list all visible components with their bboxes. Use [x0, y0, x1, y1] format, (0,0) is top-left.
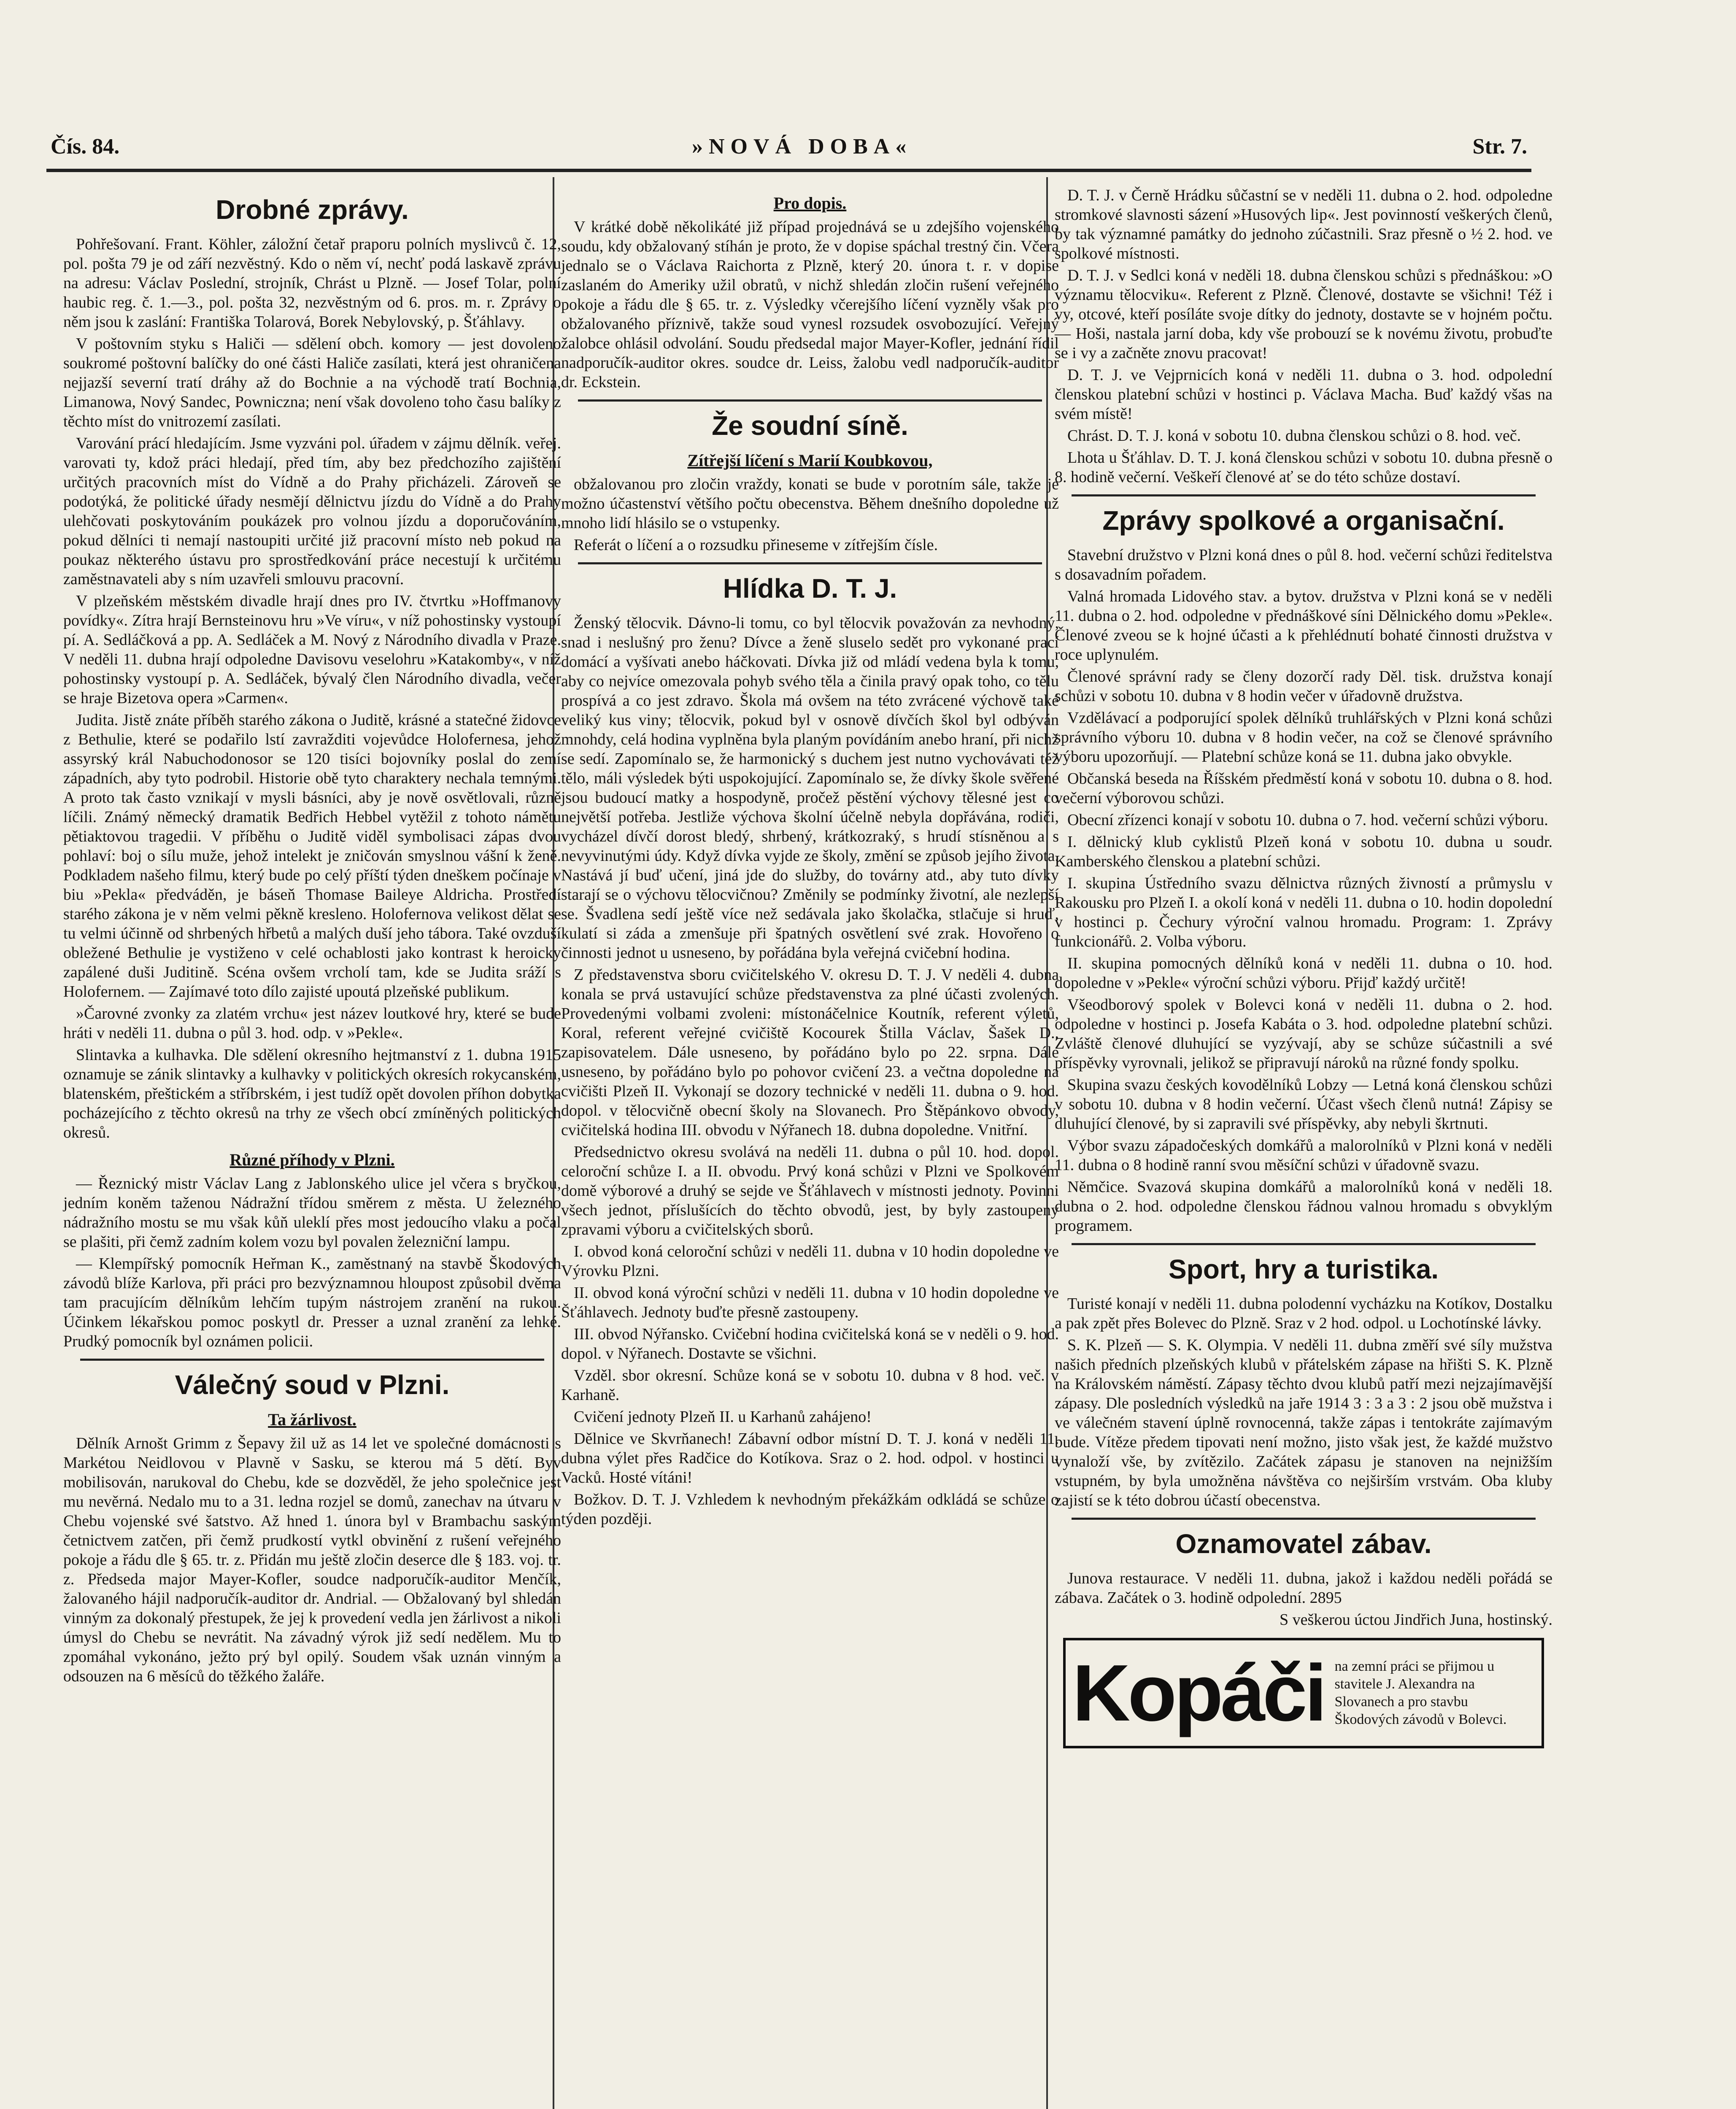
article-paragraph: Obecní zřízenci konají v sobotu 10. dubna o 7. hod. večerní schůzi výboru.	[1067, 811, 1548, 829]
article-paragraph: I. dělnický klub cyklistů Plzeň koná v sobotu 10. dubna u soudr. Kamberského členskou a platební schůzi.	[1055, 833, 1552, 870]
page-number: Str. 7.	[1472, 135, 1527, 159]
article-paragraph: Z představenstva sboru cvičitelského V. okresu D. T. J. V neděli 4. dubna konala se prvá ustavující schůze představenstva za plné účasti zvolených. Provedenými volbami zvoleni: místonáčelnice Koutník, referent výletů, Koral, referent veřejné cvičiště Kocourek Štilla Václav, Šašek D., zapisovatelem. Dále usneseno, by pořádáno bylo po 22. srpna. Dále usneseno, by pořádáno bylo po pohovor cvičení 23. a večtna dopoledne na cvičišti Plzeň II. Vykonají se dozory technické v neděli 11. dubna o 9. hod. dopol. v tělocvičně obecní školy na Slovanech. Pro Štěpánkovo obvody, cvičitelská hodina III. obvodu v Nýřanech 18. dubna dopoledne. Vnitřní.	[561, 966, 1059, 1139]
article-paragraph: Valná hromada Lidového stav. a bytov. družstva v Plzni koná se v neděli 11. dubna o 2. hod. odpoledne v přednáškové síni Dělnického domu »Pekle«. Členové zveou se k hojné účasti a k přehlédnutí bohaté činnosti družstva v roce uplynulém.	[1055, 588, 1552, 663]
section-rule	[80, 1359, 544, 1361]
article-paragraph: Varování prácí hledajícím. Jsme vyzváni pol. úřadem v zájmu dělník. veřej. varovati ty, kdož práci hledají, před tím, aby bez předchozího zajištění určitých pracovních míst do Vídně a do Prahy přicházeli. Zároveň se podotýká, že politické úřady nesmějí dělnictvu jízdu do Vídně a do Prahy ulehčovati poskytováním poukázek pro volnou jízdu a doporučováním, pokud dělníci ti nemají nastoupiti určité již pracovní místo neb pokud na poukaz některého ústavu pro sprostředkování práce necestují k určitému zaměstnavateli aby s ním uzavřeli smlouvu pracovní.	[63, 434, 561, 588]
article-paragraph: »Čarovné zvonky za zlatém vrchu« jest název loutkové hry, které se bude hráti v neděli 11. dubna o půl 3. hod. odp. v »Pekle«.	[63, 1005, 561, 1042]
article-paragraph: D. T. J. v Černě Hrádku sůčastní se v neděli 11. dubna o 2. hod. odpoledne stromkové slavnosti sázení »Husových lip«. Jest povinností veškerých členů, by tak významné památky do jednoho zúčastnili. Sraz přesně o ½ 2. hod. ve spolkové místnosti.	[1055, 186, 1552, 262]
article-paragraph: Pohřešovaní. Frant. Köhler, záložní četař praporu polních myslivců č. 12, pol. pošta 79 je od září nezvěstný. Kdo o něm ví, nechť podá laskavě zprávu na adresu: Václav Poslední, strojník, Chrást u Plzně. — Josef Tolar, polní haubic reg. č. 1.—3., pol. pošta 32, nezvěstným od 6. pros. m. r. Zprávy o něm jsou k zaslání: Františka Tolarová, Borek Nebylovský, p. Šťáhlavy.	[63, 235, 561, 331]
article-paragraph: Všeodborový spolek v Bolevci koná v neděli 11. dubna o 2. hod. odpoledne v hostinci p. Josefa Kabáta o 3. hod. odpoledne platební schůzi. Zvláště členové dluhující se vyzývají, aby se schůze súčastnili a své příspěvky vyrovnali, jelikož se připravují nároků na různé fondy spolku.	[1055, 996, 1552, 1072]
article-paragraph: Vzdělávací a podporující spolek dělníků truhlářských v Plzni koná schůzi správního výboru 10. dubna v 8 hodin večer, na což se členové správního výboru upozorňují. — Platební schůze koná se 11. dubna jako obvykle.	[1055, 709, 1552, 766]
section-heading: Zprávy spolkové a organisační.	[1102, 505, 1505, 536]
article-paragraph: III. obvod Nýřansko. Cvičební hodina cvičitelská koná se v neděli o 9. hod. dopol. v Nýřanech. Dostavte se všichni.	[561, 1325, 1059, 1362]
section-rule	[1072, 1518, 1536, 1520]
section-heading: Válečný soud v Plzni.	[175, 1370, 450, 1400]
ad-text: na zemní práci se přijmou u stavitele J. Alexandra na Slovanech a pro stavbu Škodových závodů v Bolevci.	[1334, 1659, 1507, 1727]
article-paragraph: Lhota u Šťáhlav. D. T. J. koná členskou schůzi v sobotu 10. dubna přesně o 8. hodině večerní. Veškeří členové ať se do této schůze dostaví.	[1055, 449, 1552, 486]
column-2	[561, 186, 1059, 1531]
article-paragraph: Ženský tělocvik. Dávno-li tomu, co byl tělocvik považován za nevhodný, snad i neslušný pro ženu? Dívce a ženě sluselo sedět pro vykonané prací domácí a vyšívati anebo háčkovati. Dívka již od mládí vedena byla k tomu, aby co nejvíce omezovala pohyb svého těla a činila pravý opak toho, co tělu prospívá a co jest zdravo. Škola má ovšem na této zvrácené výchově také veliký kus viny; tělocvik, pokud byl v osnově dívčích škol byl odbýván mnohdy, celá hodina vyplněna byla planým povídáním anebo hraní, při nichž se sedí. Zapomínalo se, že harmonický s duchem jest nutno vychovávati též tělo, máli výsledek býti uspokojující. Zapomínalo se, že dívky škole svěřené jsou budoucí matky a hospodyně, pročež pěstění výchovy tělesné jest co největší potřeba. Jestliže výchova školní účelně nebyla dopřávána, rodiči, vycházel dívčí dorost bledý, shrbený, krátkozraký, s hrudí stísněnou a s nevyvinutými údy. Když dívka vyjde ze školy, změní se způsob jejího života. Nastává jí buď učení, jiná jde do služby, do továrny atd., aby tuto dívky starají se o výchovu tělocvičnou? Změnily se podmínky životní, ale nezlepší se. Švadlena sedí ještě více než sedávala jako školačka, stlačuje si hruď, kulatí si záda a zmenšuje při špatných osvětlení své zrak. Hovořeno o činnosti jednot u usneseno, by pořádána byla veřejná cvičební hodina.	[561, 614, 1059, 962]
article-paragraph: Cvičení jednoty Plzeň II. u Karhanů zahájeno!	[574, 1408, 872, 1426]
article-paragraph: Slintavka a kulhavka. Dle sdělení okresního hejtmanství z 1. dubna 1915 oznamuje se zánik slintavky a kulhavky v politických okresích rokycanském, blatenském, přeštickém a stříbrském, i jest tudíž opět dovolen příhon dobytka pocházejícího z těchto okresů na trhy ze všech obcí zmíněných politických okresů.	[63, 1046, 561, 1141]
article-paragraph: S veškerou úctou Jindřich Juna, hostinský.	[1279, 1611, 1552, 1629]
issue-number: Čís. 84.	[51, 135, 120, 159]
article-paragraph: Turisté konají v neděli 11. dubna polodenní vycházku na Kotíkov, Dostalku a pak zpět přes Bolevec do Plzně. Sraz v 2 hod. odpol. u Lochotínské lávky.	[1055, 1295, 1552, 1332]
section-heading: Sport, hry a turistika.	[1168, 1254, 1439, 1284]
article-subheading: Pro dopis.	[773, 194, 847, 213]
article-paragraph: Členové správní rady se členy dozorčí rady Děl. tisk. družstva konají schůzi v sobotu 10. dubna v 8 hodin večer v úřadovně družstva.	[1055, 668, 1552, 705]
article-paragraph: Výbor svazu západočeských domkářů a malorolníků v Plzni koná v neděli 11. dubna o 8 hodině ranní svou měsíční schůzi v úřadovně svazu.	[1055, 1137, 1552, 1174]
advertisement-box	[1063, 1638, 1544, 1748]
article-paragraph: — Řeznický mistr Václav Lang z Jablonského ulice jel včera s bryčkou, jedním koněm taženou Nádražní třídou směrem z města. U železného nádražního mostu se mu však kůň uleklí přes most jedoucího vlaku a počal se plašiti, při čemž zadním kolem vozu byl povalen železniční lampu.	[63, 1175, 561, 1251]
article-paragraph: I. obvod koná celoroční schůzi v neděli 11. dubna v 10 hodin dopoledne ve Výrovku Plzni.	[561, 1243, 1059, 1280]
masthead-title: »NOVÁ DOBA«	[692, 135, 913, 159]
article-paragraph: Chrást. D. T. J. koná v sobotu 10. dubna členskou schůzi o 8. hod. več.	[1067, 427, 1521, 445]
article-paragraph: S. K. Plzeň — S. K. Olympia. V neděli 11. dubna změří své síly mužstva našich předních plzeňských klubů v přátelském zápase na hřišti S. K. Plzně na Královském náměstí. Zápasy těchto dvou klubů patří mezi nejzajímavější zápasy. Dle posledních výsledků na jaře 1914 3 : 3 a 3 : 2 jsou obě mužstva i ve válečném stavení úplně rovnocenná, takže zápas i tentokráte zajímavým bude. Vítěze předem tipovati není možno, jisto však jest, že každé mužstvo vynaloží vše, by zvítězilo. Začátek zápasu je stanoven na nejnižším vstupném, by byla umožněna návštěva co nejširším vrstvám. Oba kluby zajistí se k této dobrou účastí obecenstva.	[1055, 1336, 1552, 1509]
column-3	[1055, 186, 1552, 1757]
column-1	[63, 186, 561, 1688]
article-paragraph: Referát o líčení a o rozsudku přineseme v zítřejším čísle.	[574, 536, 938, 554]
article-paragraph: V poštovním styku s Haliči — sdělení obch. komory — jest dovoleno soukromé poštovní balíčky do oné části Haliče zasílati, která jest ohraničena nejjazší severní tratí dráhy až do Bochnie a na východě tratí Bochnia, Limanowa, Nový Sandec, Powniczna; není však dovoleno toho času balíky z těchto míst do vnitrozemí zasílati.	[63, 335, 561, 430]
article-paragraph: Dělník Arnošt Grimm z Šepavy žil už as 14 let ve společné domácnosti s Markétou Neidlovou v Plavně v Sasku, se kterou má 5 dětí. Byv mobilisován, narukoval do Chebu, kde se dozvěděl, že jeho společnice jest mu nevěrná. Nedalo mu to a 31. ledna rozjel se domů, zanechav na útvaru v Chebu vojenské své šatstvo. Až hned 1. února byl v Brambachu saským četnictvem zatčen, při čemž prudkostí vytkl obvinění z rušení veřejného pokoje a řádu dle § 65. tr. z. Přidán mu ještě zločin deserce dle § 183. voj. tr. z. Předseda major Mayer-Kofler, soudce nadporučík-auditor Menčík, žalovaného hájil nadporučík-auditor dr. Andrial. — Obžalovaný byl shledán vinným za dokonalý přestupek, že jej k provedení vedla jen žárlivost a nikoli úmysl do Chebu se nevrátit. Na závadný výrok již sedí nedělem. Mu to zpomáhal vykonáno, ježto prý byl opilý. Soudem však uznán vinným a odsouzen na 6 měsíců do těžkého žaláře.	[63, 1435, 561, 1685]
section-heading: Že soudní síně.	[712, 410, 908, 441]
section-rule	[578, 399, 1042, 402]
article-paragraph: Judita. Jistě znáte příběh starého zákona o Juditě, krásné a statečné židovce z Bethulie, které se podařilo lstí zavražditi vojevůdce Holofernesa, jehož assyrský král Nabuchodonosor se 120 tisíci bojovníky poslal do zemí západních, aby tyto podrobil. Historie obě tyto charaktery nechala temnými. A proto tak často vznikají v mysli básníci, aby je nově osvětlovali, různě líčili. Známý německý dramatik Bedřich Hebbel vytěžil z tohoto námětu pětiaktovou tragedii. V příběhu o Juditě viděl symbolisaci zápas dvou pohlaví: boj o sílu muže, jehož intelekt je zničován smyslnou vášní k ženě. Podkladem našeho filmu, který bude po celý příští týden dneškem počínaje v biu »Pekla« předváděn, je báseň Thomase Baileye Aldricha. Prostředí starého zákona je v něm velmi pěkně kresleno. Holofernova velikost dělat se tu velmi účinně od shrbených hřbetů a malých duší jeho tábora. Také ovzduší obležené Bethulie je vystiženo v celé ochablosti jako kontrast k heroicky zapálené duši Juditině. Scéna ovšem vrcholí tam, kde se Judita sráží s Holofernem. — Zajímavé toto dílo zajisté upoutá plzeňské publikum.	[63, 711, 561, 1001]
article-paragraph: II. obvod koná výroční schůzi v neděli 11. dubna v 10 hodin dopoledne ve Šťáhlavech. Jednoty buďte přesně zastoupeny.	[561, 1284, 1059, 1321]
article-paragraph: Němčice. Svazová skupina domkářů a malorolníků koná v neděli 18. dubna o 2. hod. odpoledne členskou řádnou valnou hromadu s obvyklým programem.	[1055, 1178, 1552, 1235]
article-paragraph: II. skupina pomocných dělníků koná v neděli 11. dubna o 10. hod. dopoledne v »Pekle« výroční schůzi výboru. Přijď každý určitě!	[1055, 955, 1552, 992]
article-subheading: Ta žárlivost.	[268, 1410, 356, 1429]
section-heading: Hlídka D. T. J.	[723, 573, 897, 604]
article-paragraph: Vzděl. sbor okresní. Schůze koná se v sobotu 10. dubna v 8 hod. več. v Karhaně.	[561, 1367, 1059, 1404]
article-paragraph: Stavební družstvo v Plzni koná dnes o půl 8. hod. večerní schůzi ředitelstva s dosavadním pořadem.	[1055, 546, 1552, 583]
article-subheading: Zítřejší líčení s Marií Koubkovou,	[687, 451, 933, 470]
article-paragraph: obžalovanou pro zločin vraždy, konati se bude v porotním sále, takže je možno účastenství většího počtu obecenstva. Během dnešního dopoledne už mnoho lidí hlásilo se o vstupenky.	[561, 475, 1059, 532]
section-rule	[578, 562, 1042, 564]
article-paragraph: Občanská beseda na Říšském předměstí koná v sobotu 10. dubna o 8. hod. večerní výborovou schůzi.	[1055, 770, 1552, 807]
article-paragraph: Skupina svazu českých kovodělníků Lobzy — Letná koná členskou schůzi v sobotu 10. dubna v 8 hodin večerní. Účast všech členů nutná! Zápisy se dluhující členové, by si zapravili své příspěvky, aby nebyli škrtnuti.	[1055, 1076, 1552, 1133]
header-rule	[46, 169, 1531, 172]
article-paragraph: D. T. J. ve Vejprnicích koná v neděli 11. dubna o 3. hod. odpolední členskou platební schůzi v hostinci p. Václava Macha. Buď každý všas na svém místě!	[1055, 366, 1552, 423]
article-paragraph: Junova restaurace. V neděli 11. dubna, jakož i každou neděli pořádá se zábava. Začátek o 3. hodině odpolední. 2895	[1055, 1570, 1552, 1607]
section-rule	[1072, 1243, 1536, 1245]
article-subheading: Různé příhody v Plzni.	[229, 1150, 395, 1169]
article-paragraph: — Klempířský pomocník Heřman K., zaměstnaný na stavbě Škodových závodů blíže Karlova, při práci pro bezvýznamnou hloupost způsobil dvěma tam pracujícím dělníkům lehčím tupým nástrojem zranění na rukou. Účinkem lékařskou pomoc poskytl dr. Presser a uznal zranění za lehké. Prudký pomocník byl oznámen policii.	[63, 1255, 561, 1350]
section-rule	[1072, 494, 1536, 496]
page-header	[51, 134, 1527, 172]
ad-headline: Kopáči	[1072, 1648, 1325, 1738]
article-paragraph: V plzeňském městském divadle hrají dnes pro IV. čtvrtku »Hoffmanovy povídky«. Zítra hrají Bernsteinovu hru »Ve víru«, v níž pohostinsky vystoupí pí. A. Sedláčková a pp. A. Sedláček a M. Nový z Národního divadla v Praze. V neděli 11. dubna hrají odpoledne Davisovu veselohru »Katakomby«, v níž pohostinsky vystoupí p. A. Sedláček, bývalý člen Národního divadla, večer se hraje Bizetova opera »Carmen«.	[63, 592, 561, 707]
article-paragraph: V krátké době několikáté již případ projednává se u zdejšího vojenského soudu, kdy obžalovaný stíhán je proto, že v dopise spáchal trestný čin. Včera jednalo se o Václava Raichorta z Plzně, který 20. února t. r. v dopise zaslaném do Ameriky užil obratů, v nichž shledán zločin rušení veřejného pokoje a řádu dle § 65. tr. z. Výsledky včerejšího líčení vyzněly však pro obžalovaného příznivě, takže soud vynesl rozsudek osvobozující. Veřejný žalobce ohlásil odvolání. Soudu předsedal major Mayer-Kofler, jednání řídil nadporučík-auditor okres. soudce dr. Leiss, žalobu vedl nadporučík-auditor dr. Eckstein.	[561, 218, 1059, 391]
article-paragraph: Předsednictvo okresu svolává na neděli 11. dubna o půl 10. hod. dopol. celoroční schůze I. a II. obvodu. Prvý koná schůzi v Plzni ve Spolkovém domě výborové a druhý se sejde ve Šťáhlavech v místnosti jednoty. Povinni všech jednot, příslušících do těchto obvodů, jest, by byly zastoupeny zpravami výboru a cvičitelských sborů.	[561, 1143, 1059, 1238]
section-heading: Drobné zprávy.	[216, 194, 409, 225]
section-heading: Oznamovatel zábav.	[1175, 1529, 1432, 1559]
article-paragraph: Božkov. D. T. J. Vzhledem k nevhodným překážkám odkládá se schůze o týden později.	[561, 1491, 1059, 1528]
article-paragraph: I. skupina Ústředního svazu dělnictva různých živností a průmyslu v Rakousku pro Plzeň I. a okolí koná v neděli 11. dubna o 10. hodin dopolední v hostinci p. Čechury výroční valnou hromadu. Program: 1. Zprávy funkcionářů. 2. Volba výboru.	[1055, 874, 1552, 950]
article-paragraph: D. T. J. v Sedlci koná v neděli 18. dubna členskou schůzi s přednáškou: »O významu tělocviku«. Referent z Plzně. Členové, dostavte se všichni! Též i vy, otcové, kteří posíláte svoje dítky do jednoty, dostavte se v hojném počtu. — Hoši, nastala jarní doba, kdy vše probouzí se k novému životu, probuďte se i vy a začněte znovu pracovat!	[1055, 267, 1552, 362]
article-paragraph: Dělnice ve Skvrňanech! Zábavní odbor místní D. T. J. koná v neděli 11. dubna výlet přes Radčice do Kotíkova. Sraz o 2. hod. odpol. v hostinci u Vacků. Hosté vítáni!	[561, 1430, 1059, 1486]
